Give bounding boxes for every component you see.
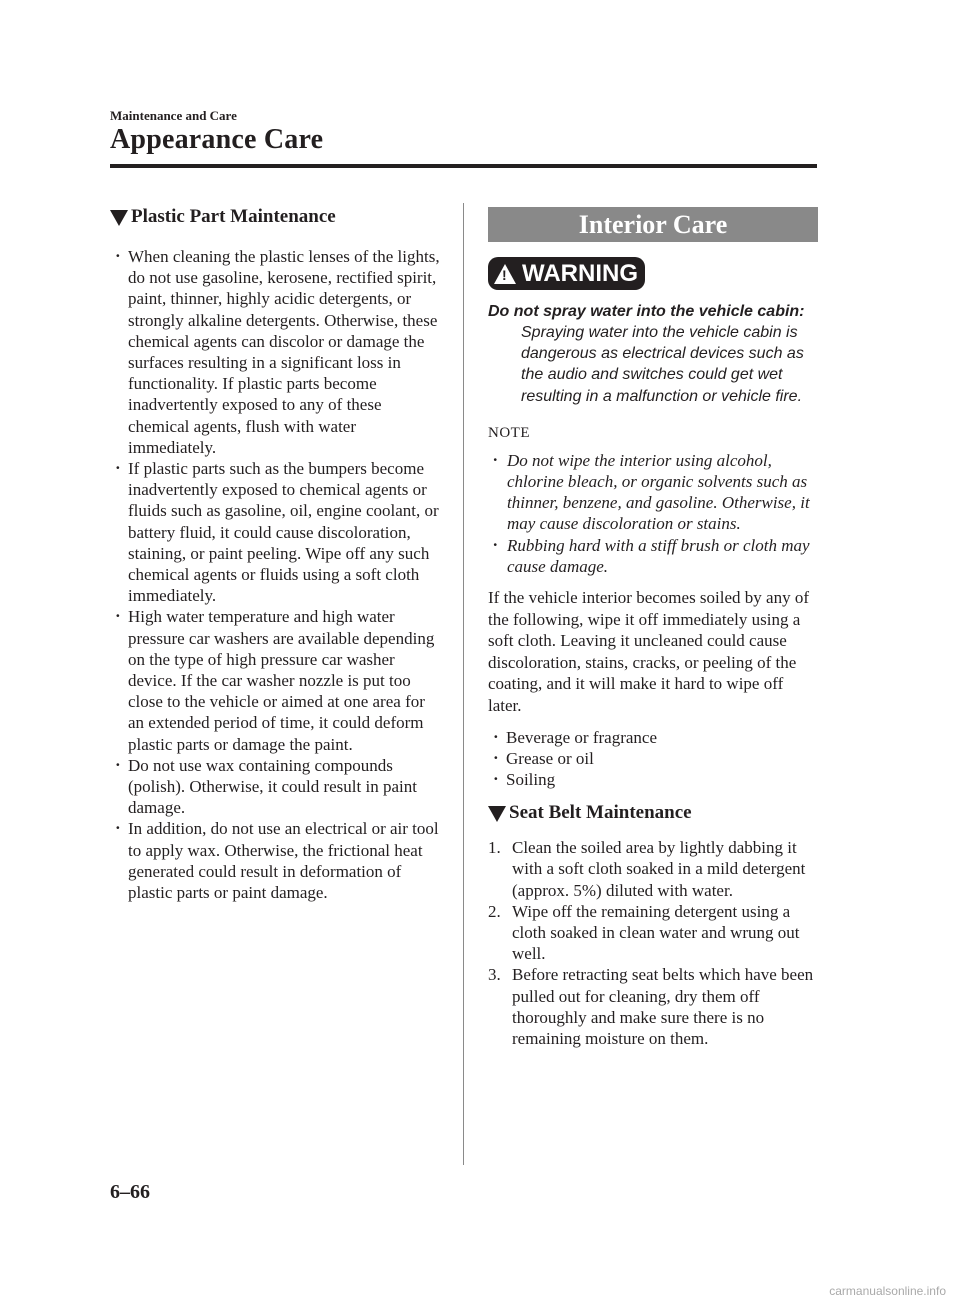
- list-item: · In addition, do not use an electrical or air tool to apply wax. Otherwise, the frictional heat generated could result in deformation of plastic parts or paint damage.: [110, 818, 445, 903]
- warning-body: Spraying water into the vehicle cabin is dangerous as electrical devices such as the audio and switches could get wet resulting in a malfunction or vehicle fire.: [521, 324, 804, 405]
- header-rule: [110, 164, 817, 168]
- plastic-part-list: [110, 246, 445, 903]
- triangle-down-icon: [488, 806, 506, 822]
- watermark: carmanualsonline.info: [829, 1284, 946, 1298]
- step-text: Before retracting seat belts which have been pulled out for cleaning, dry them off thoroughly and make sure there is no remaining moisture on them.: [512, 965, 814, 1049]
- list-item: · Soiling: [488, 769, 818, 790]
- list-item: · Do not wipe the interior using alcohol, chlorine bleach, or organic solvents such as thinner, benzene, and gasoline. Otherwise, it may cause discoloration or stains.: [488, 450, 818, 535]
- warning-heading: Do not spray water into the vehicle cabin:: [488, 303, 805, 320]
- step-text: Wipe off the remaining detergent using a cloth soaked in clean water and wrung out well.: [512, 901, 800, 964]
- list-item: · High water temperature and high water pressure car washers are available depending on the type of high pressure car washer device. If the car washer nozzle is put too close to the vehicle or aimed at one area for an extended period of time, it could deform plastic parts or damage the paint.: [110, 606, 445, 754]
- interior-paragraph: If the vehicle interior becomes soiled by any of the following, wipe it off immediately using a soft cloth. Leaving it uncleaned could cause discoloration, stains, cracks, or peeling of the coating, and it will make it hard to wipe off later.: [488, 588, 809, 715]
- column-divider: [463, 203, 464, 1165]
- warning-mark: !: [502, 266, 507, 283]
- page-title: Appearance Care: [110, 124, 324, 155]
- step-number: 3.: [488, 965, 501, 985]
- warning-triangle-icon: [494, 264, 516, 284]
- seat-belt-heading-text: Seat Belt Maintenance: [509, 802, 692, 824]
- interior-care-banner: Interior Care: [488, 207, 818, 242]
- triangle-down-icon: [110, 210, 128, 226]
- page-number: 6–66: [110, 1181, 150, 1203]
- left-column: [110, 205, 445, 903]
- step-item: [488, 837, 818, 901]
- plastic-part-heading-text: Plastic Part Maintenance: [131, 206, 336, 227]
- plastic-part-heading: [110, 205, 445, 229]
- list-item: · Beverage or fragrance: [488, 727, 818, 748]
- step-text: Clean the soiled area by lightly dabbing it with a soft cloth soaked in a mild detergent (approx. 5%) diluted with water.: [512, 838, 806, 900]
- seat-belt-steps: [488, 837, 818, 1049]
- warning-badge: [488, 257, 645, 290]
- list-item: · If plastic parts such as the bumpers become inadvertently exposed to chemical agents or fluids such as gasoline, oil, engine coolant, or battery fluid, it could cause discoloration, staining, or paint peeling. Wipe off any such chemical agents or fluids using a soft cloth immediately.: [110, 458, 445, 606]
- note-label: NOTE: [488, 424, 530, 441]
- list-item: · Rubbing hard with a stiff brush or cloth may cause damage.: [488, 535, 818, 577]
- section-kicker: Maintenance and Care: [110, 108, 237, 123]
- list-item: · Grease or oil: [488, 748, 818, 769]
- warning-label: WARNING: [522, 259, 638, 287]
- step-item: [488, 964, 818, 1049]
- list-item: · Do not use wax containing compounds (polish). Otherwise, it could result in paint damage.: [110, 755, 445, 819]
- soil-list: [488, 727, 818, 791]
- step-item: [488, 901, 818, 965]
- right-column: [488, 207, 818, 1049]
- note-list: [488, 450, 818, 577]
- seat-belt-heading: [488, 801, 818, 825]
- list-item: · When cleaning the plastic lenses of the lights, do not use gasoline, kerosene, rectified spirit, paint, thinner, highly acidic detergents, or strongly alkaline detergents. Otherwise, these chemical agents can discolor or damage the surfaces resulting in a significant loss in functionality. If plastic parts become inadvertently exposed to any of these chemical agents, flush with water immediately.: [110, 246, 445, 458]
- step-number: 1.: [488, 838, 501, 858]
- step-number: 2.: [488, 901, 501, 921]
